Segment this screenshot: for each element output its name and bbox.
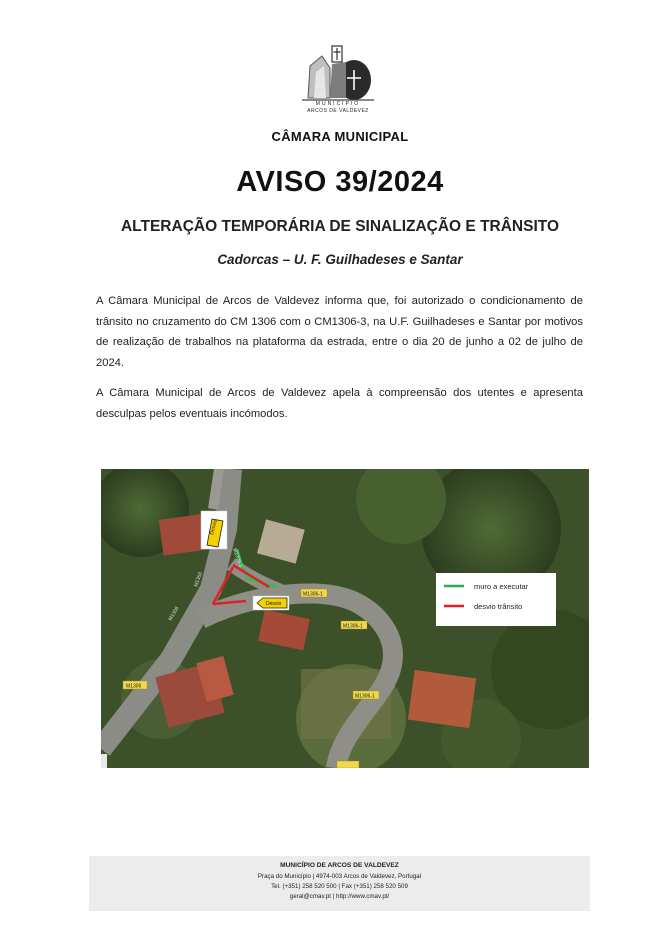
road-label-m1306-1a: M1306-1	[303, 591, 323, 598]
footer	[89, 856, 590, 911]
sign-label-top: Desvio	[209, 519, 219, 536]
road-label-m1350: M1350	[193, 571, 205, 588]
notice-location: Cadorcas – U. F. Guilhadeses e Santar	[217, 252, 463, 267]
legend-label-detour: desvio trânsito	[474, 602, 523, 611]
notice-subtitle: ALTERAÇÃO TEMPORÁRIA DE SINALIZAÇÃO E TRÂNSITO	[120, 218, 560, 235]
footer-contacts[interactable]: geral@cmav.pt | http://www.cmav.pt/	[289, 893, 390, 900]
body-paragraph-1: A Câmara Municipal de Arcos de Valdevez informa que, foi autorizado o condicionamento de trânsito no cruzamento do CM 1306 com o CM1306-3, na U.F. Guilhadeses e Santar por motivos de realização de trabalhos na plataforma da estrada, entre o dia 20 de junho a 02 de julho de 2024.	[96, 295, 583, 369]
logo-text-arcos: ARCOS DE VALDEVEZ	[307, 108, 369, 114]
footer-phones: Tel. (+351) 258 520 500 | Fax (+351) 258 520 509	[271, 883, 408, 890]
organization-name: CÂMARA MUNICIPAL	[271, 129, 409, 144]
body-paragraph-2: A Câmara Municipal de Arcos de Valdevez apela à compreensão dos utentes e apresenta desculpas pelos eventuais incómodos.	[96, 387, 583, 420]
road-label-m1306-1b: M1306-1	[343, 623, 363, 630]
notice-title: AVISO 39/2024	[236, 166, 444, 198]
road-label-m1306-left: M1306	[167, 605, 181, 622]
footer-name: MUNICÍPIO DE ARCOS DE VALDEVEZ	[280, 862, 399, 869]
detour-sign-top	[201, 511, 227, 549]
legend-label-wall: muro a executar	[474, 582, 529, 591]
road-label-m1306-1c: M1306-1	[355, 693, 375, 700]
logo-text-municipio: MUNICÍPIO	[315, 101, 361, 107]
road-label-m1306: M1306	[126, 683, 142, 690]
detour-sign-right	[253, 596, 289, 610]
footer-address: Praça do Município | 4974-003 Arcos de Valdevez, Portugal	[257, 873, 422, 880]
sign-label-right: Desvio	[266, 601, 282, 607]
map-legend	[436, 573, 556, 626]
site-map	[101, 469, 589, 768]
road-label-m1306-3: M1306-3	[231, 547, 244, 569]
